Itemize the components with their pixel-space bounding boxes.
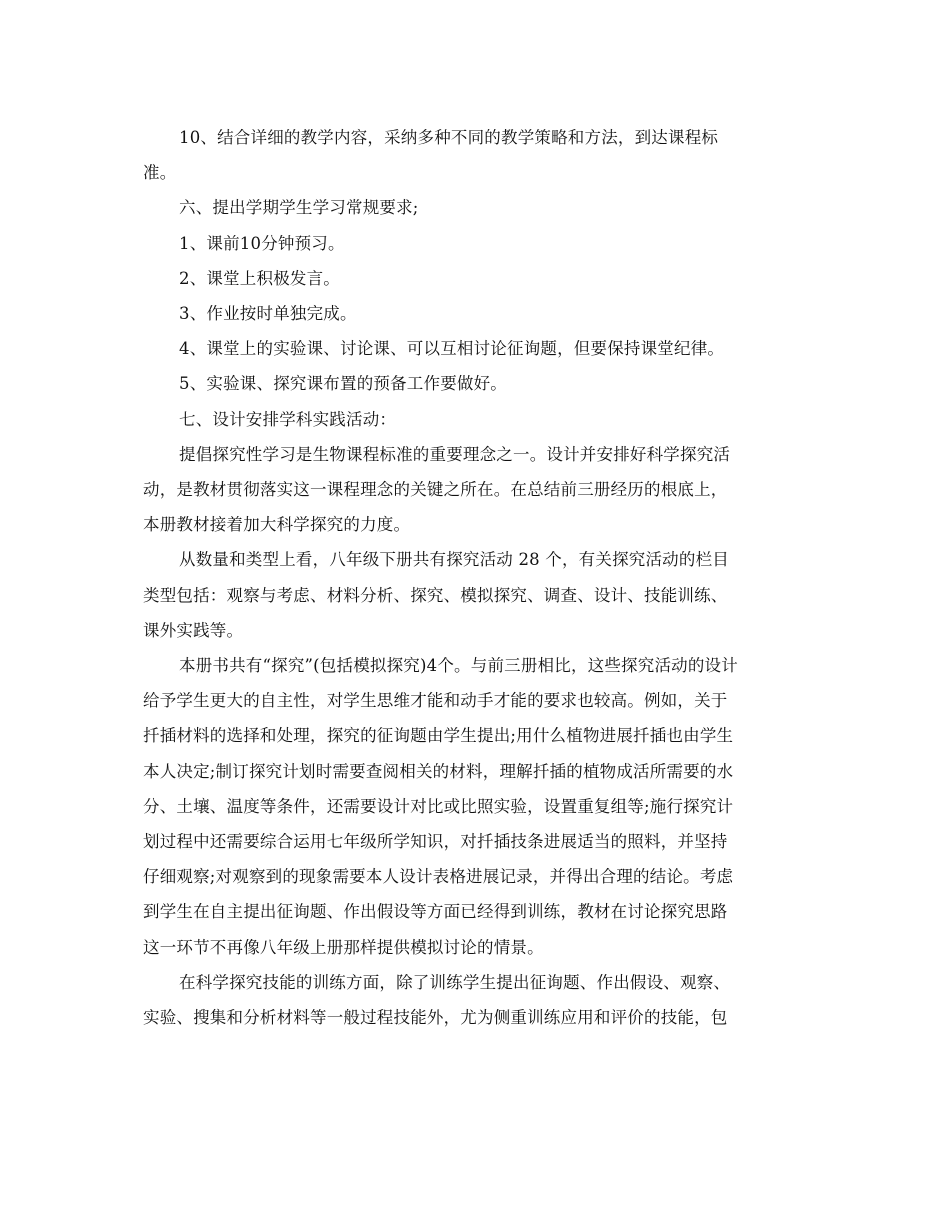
list-item: 4、课堂上的实验课、讨论课、可以互相讨论征询题，但要保持课堂纪律。 xyxy=(179,339,725,359)
list-item: 1、课前10分钟预习。 xyxy=(179,233,345,253)
text-line: 类型包括：观察与考虑、材料分析、探究、模拟探究、调查、设计、技能训练、 xyxy=(143,585,728,605)
text-line: 到学生在自主提出征询题、作出假设等方面已经得到训练，教材在讨论探究思路 xyxy=(143,902,728,922)
text-line: 给予学生更大的自主性，对学生思维才能和动手才能的要求也较高。例如，关于 xyxy=(143,691,728,711)
section-heading: 七、设计安排学科实践活动： xyxy=(179,409,397,429)
section-heading: 六、提出学期学生学习常规要求; xyxy=(179,198,419,218)
text-line: 这一环节不再像八年级上册那样提供模拟讨论的情景。 xyxy=(143,937,544,957)
list-item: 3、作业按时单独完成。 xyxy=(179,304,357,324)
text-line: 仔细观察;对观察到的现象需要本人设计表格进展记录，并得出合理的结论。考虑 xyxy=(143,867,734,887)
text-line: 扦插材料的选择和处理，探究的征询题由学生提出;用什么植物进展扦插也由学生 xyxy=(143,726,734,746)
list-item: 2、课堂上积极发言。 xyxy=(179,268,340,288)
text-line: 提倡探究性学习是生物课程标准的重要理念之一。设计并安排好科学探究活 xyxy=(179,444,731,464)
text-line: 分、土壤、温度等条件，还需要设计对比或比照实验，设置重复组等;施行探究计 xyxy=(143,796,734,816)
text-line: 本人决定;制订探究计划时需要查阅相关的材料，理解扦插的植物成活所需要的水 xyxy=(143,761,734,781)
text-line: 在科学探究技能的训练方面，除了训练学生提出征询题、作出假设、观察、 xyxy=(179,972,731,992)
text-line: 准。 xyxy=(143,163,177,183)
text-line: 10、结合详细的教学内容，采纳多种不同的教学策略和方法，到达课程标 xyxy=(179,128,719,147)
text-line: 课外实践等。 xyxy=(143,620,244,640)
text-line: 划过程中还需要综合运用七年级所学知识，对扦插技条进展适当的照料，并坚持 xyxy=(143,832,728,852)
text-line: 本册教材接着加大科学探究的力度。 xyxy=(143,515,411,535)
text-line: 动，是教材贯彻落实这一课程理念的关键之所在。在总结前三册经历的根底上， xyxy=(143,480,728,500)
document-body xyxy=(143,120,807,1035)
list-item: 5、实验课、探究课布置的预备工作要做好。 xyxy=(179,374,507,394)
text-line: 从数量和类型上看，八年级下册共有探究活动 28 个，有关探究活动的栏目 xyxy=(179,550,729,570)
text-line: 本册书共有“探究”(包括模拟探究)4个。与前三册相比，这些探究活动的设计 xyxy=(179,656,738,676)
text-line: 实验、搜集和分析材料等一般过程技能外，尤为侧重训练应用和评价的技能，包 xyxy=(143,1008,728,1028)
